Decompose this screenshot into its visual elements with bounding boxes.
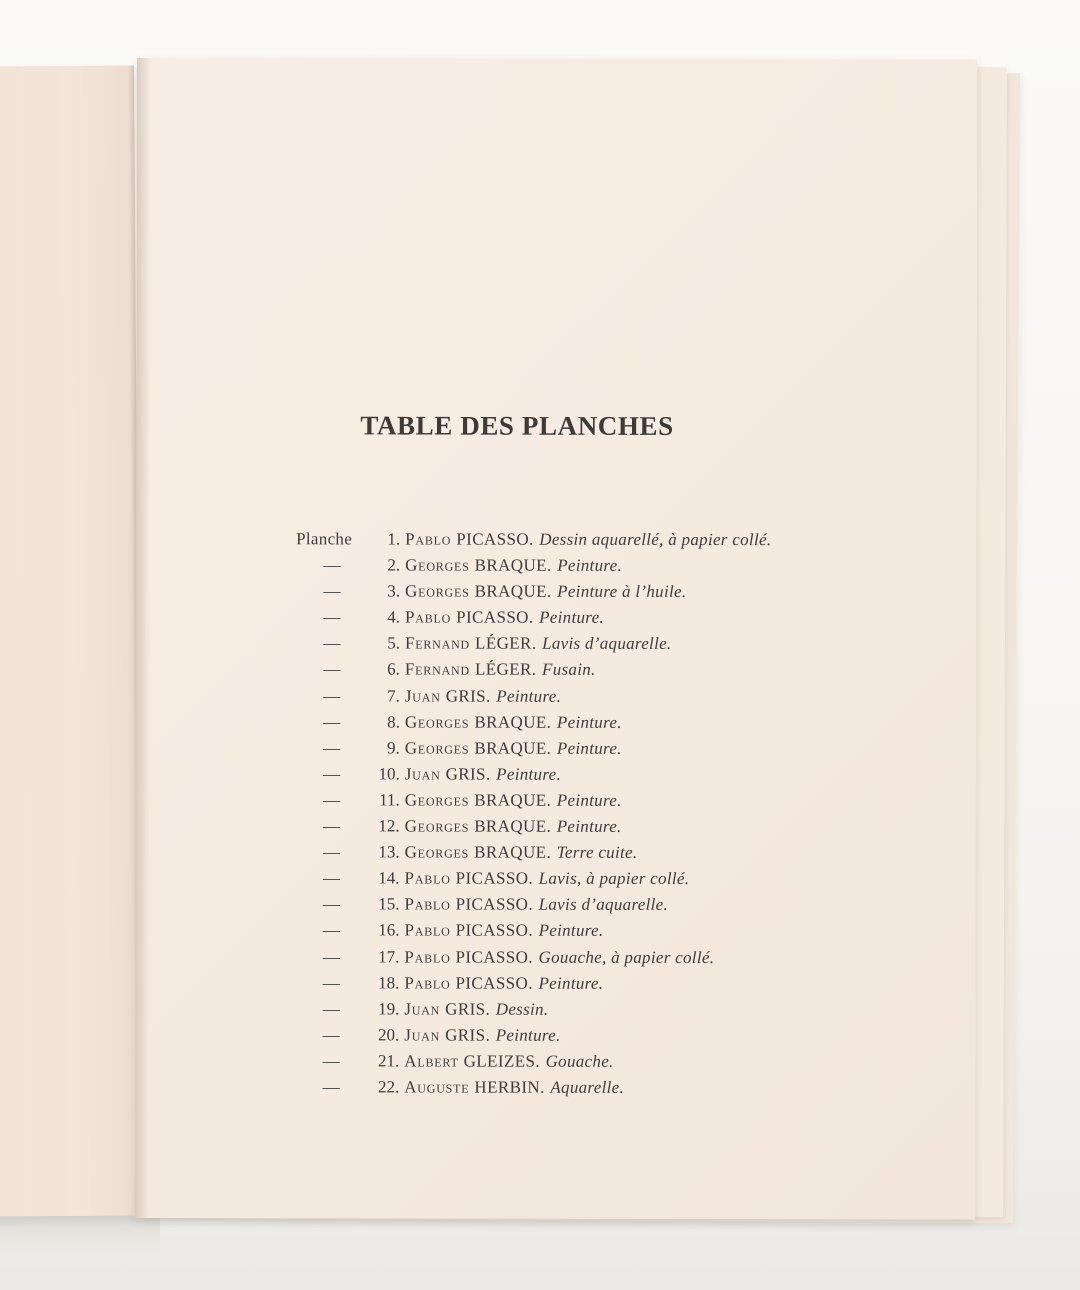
plate-entry — [296, 709, 771, 736]
artist-first-name: Georges — [404, 842, 470, 862]
artist-last-name: PICASSO — [456, 607, 529, 627]
plate-medium: Terre cuite. — [556, 842, 638, 862]
name-separator: . — [528, 868, 533, 888]
name-separator: . — [528, 607, 534, 627]
artist-last-name: LÉGER — [474, 660, 532, 680]
plate-number: 10. — [378, 764, 400, 784]
plate-prefix: — — [323, 738, 341, 758]
artist-first-name: Georges — [404, 712, 470, 732]
plate-number: 1. — [387, 529, 401, 549]
artist-last-name: PICASSO — [455, 868, 529, 888]
artist-last-name: PICASSO — [455, 920, 529, 941]
artist-last-name: BRAQUE — [474, 555, 547, 575]
name-separator: . — [546, 816, 551, 836]
plate-entry — [296, 526, 771, 553]
plate-prefix: — — [322, 999, 340, 1019]
plate-prefix: — — [323, 816, 341, 836]
plate-number: 17. — [378, 946, 400, 966]
plate-number: 20. — [378, 1025, 400, 1045]
name-separator: . — [531, 660, 537, 680]
plate-prefix: — — [322, 1051, 340, 1071]
artist-first-name: Juan — [404, 1025, 441, 1045]
artist-last-name: LÉGER — [475, 633, 532, 654]
plate-medium: Peinture. — [539, 607, 604, 628]
plate-prefix: — — [323, 790, 341, 810]
plate-prefix: — — [322, 946, 341, 966]
artist-last-name: PICASSO — [455, 894, 529, 914]
plate-prefix: — — [322, 1025, 340, 1045]
artist-last-name: GLEIZES — [463, 1051, 536, 1071]
plate-number: 14. — [378, 868, 400, 888]
plate-entry — [296, 552, 771, 579]
name-separator: . — [485, 999, 490, 1019]
plate-number: 11. — [379, 790, 400, 810]
artist-last-name: BRAQUE — [474, 816, 547, 836]
plate-entry — [296, 839, 771, 866]
plate-prefix: — — [322, 894, 341, 914]
plate-medium: Lavis, à papier collé. — [538, 868, 690, 889]
artist-first-name: Georges — [404, 738, 470, 758]
plate-entry — [295, 918, 770, 945]
name-separator: . — [528, 921, 533, 941]
artist-last-name: GRIS — [445, 999, 486, 1019]
plate-entry — [296, 813, 771, 840]
plate-prefix: — — [323, 659, 341, 679]
page-title: TABLE DES PLANCHES — [360, 410, 674, 441]
artist-last-name: PICASSO — [456, 529, 530, 549]
plate-medium: Peinture. — [556, 790, 622, 810]
gutter-shadow — [135, 58, 151, 1218]
plate-prefix: — — [323, 711, 341, 732]
plate-entry — [295, 970, 770, 997]
name-separator: . — [546, 712, 551, 732]
artist-first-name: Fernand — [404, 659, 471, 680]
artist-last-name: HERBIN — [474, 1077, 541, 1097]
artist-first-name: Pablo — [404, 973, 451, 993]
artist-first-name: Albert — [404, 1051, 459, 1071]
name-separator: . — [535, 1051, 540, 1071]
artist-first-name: Juan — [404, 999, 441, 1019]
plate-medium: Peinture. — [496, 686, 562, 706]
plates-list — [295, 526, 771, 1101]
plate-medium: Peinture. — [495, 1025, 561, 1045]
plate-number: 13. — [378, 842, 400, 862]
artist-last-name: BRAQUE — [474, 712, 547, 732]
plate-medium: Peinture. — [496, 764, 562, 784]
name-separator: . — [546, 738, 551, 758]
plate-number: 12. — [378, 816, 400, 836]
plate-entry — [296, 787, 771, 814]
plate-medium: Gouache, à papier collé. — [538, 947, 715, 967]
name-separator: . — [540, 1077, 545, 1097]
plate-number: 21. — [377, 1051, 400, 1071]
artist-first-name: Pablo — [404, 894, 451, 914]
plate-prefix: — — [322, 920, 341, 940]
name-separator: . — [546, 790, 551, 810]
artist-first-name: Georges — [404, 790, 470, 810]
name-separator: . — [531, 634, 537, 654]
artist-first-name: Auguste — [404, 1077, 470, 1097]
plate-entry — [296, 761, 771, 788]
plate-medium: Peinture. — [538, 921, 604, 941]
plate-prefix: — — [323, 764, 341, 784]
artist-last-name: GRIS — [445, 1025, 486, 1045]
plate-entry — [295, 996, 770, 1023]
name-separator: . — [485, 764, 491, 784]
plate-medium: Dessin aquarellé, à papier collé. — [539, 529, 772, 550]
plate-number: 8. — [387, 712, 400, 732]
plate-number: 4. — [387, 607, 401, 627]
plate-medium: Dessin. — [495, 999, 549, 1019]
artist-first-name: Fernand — [404, 633, 471, 653]
right-page — [135, 58, 977, 1219]
artist-last-name: BRAQUE — [474, 738, 547, 758]
plate-entry — [296, 578, 771, 605]
plate-entry — [296, 683, 771, 710]
artist-last-name: GRIS — [445, 764, 486, 784]
plate-entry — [295, 1022, 770, 1049]
plate-medium: Peinture. — [556, 712, 622, 732]
plate-number: 16. — [378, 920, 400, 940]
plate-entry — [295, 892, 770, 919]
plate-number: 6. — [387, 659, 400, 679]
artist-first-name: Pablo — [404, 946, 451, 967]
plate-medium: Gouache. — [545, 1051, 614, 1071]
artist-first-name: Georges — [404, 816, 470, 836]
plate-prefix: — — [323, 581, 341, 601]
plate-number: 3. — [387, 581, 401, 601]
artist-first-name: Juan — [404, 686, 441, 706]
plate-number: 19. — [378, 999, 400, 1019]
plate-medium: Peinture à l’huile. — [557, 581, 687, 602]
plate-prefix: — — [322, 868, 341, 888]
plate-number: 7. — [387, 686, 400, 706]
artist-last-name: BRAQUE — [474, 842, 547, 862]
artist-first-name: Georges — [405, 555, 470, 575]
plate-prefix: — — [323, 607, 341, 627]
plate-number: 18. — [378, 973, 400, 993]
name-separator: . — [528, 894, 533, 915]
plate-medium: Peinture. — [556, 816, 622, 836]
artist-first-name: Georges — [405, 581, 470, 601]
plate-prefix: — — [323, 633, 341, 653]
artist-last-name: GRIS — [445, 686, 487, 706]
name-separator: . — [528, 529, 534, 549]
plate-number: 22. — [377, 1077, 400, 1097]
plate-medium: Peinture. — [557, 555, 623, 575]
name-separator: . — [546, 581, 552, 601]
plate-prefix: — — [322, 842, 341, 862]
plate-entry — [295, 944, 770, 971]
plate-number: 9. — [387, 738, 400, 758]
artist-first-name: Pablo — [405, 607, 452, 627]
plate-medium: Peinture. — [556, 738, 622, 758]
plate-number: 5. — [387, 633, 400, 653]
plate-entry — [296, 865, 771, 892]
plate-prefix: — — [323, 555, 341, 575]
name-separator: . — [546, 555, 552, 575]
plate-entry — [296, 735, 771, 762]
plate-medium: Lavis d’aquarelle. — [542, 634, 672, 654]
plate-entry — [295, 1074, 770, 1101]
artist-first-name: Pablo — [405, 529, 452, 549]
plate-medium: Peinture. — [538, 973, 604, 993]
plate-medium: Aquarelle. — [550, 1077, 625, 1097]
artist-first-name: Juan — [404, 764, 441, 784]
plate-prefix: Planche — [296, 529, 353, 549]
name-separator: . — [528, 973, 533, 993]
left-page — [0, 65, 142, 1216]
artist-last-name: BRAQUE — [474, 581, 547, 601]
plate-medium: Fusain. — [542, 660, 596, 680]
artist-first-name: Pablo — [404, 920, 451, 940]
plate-prefix: — — [322, 1077, 340, 1097]
plate-entry — [296, 657, 771, 684]
name-separator: . — [546, 842, 551, 862]
plate-medium: Lavis d’aquarelle. — [538, 895, 669, 915]
name-separator: . — [485, 1025, 490, 1045]
artist-first-name: Pablo — [404, 868, 451, 888]
artist-last-name: PICASSO — [455, 947, 529, 967]
plate-entry — [295, 1048, 770, 1075]
plate-entry — [296, 631, 771, 658]
plate-number: 2. — [387, 555, 401, 575]
plate-prefix: — — [323, 685, 341, 705]
plate-number: 15. — [378, 894, 400, 914]
artist-last-name: PICASSO — [455, 973, 529, 993]
name-separator: . — [528, 947, 533, 967]
plate-entry — [296, 605, 771, 632]
artist-last-name: BRAQUE — [474, 790, 547, 810]
name-separator: . — [486, 686, 491, 706]
plate-prefix: — — [322, 972, 340, 992]
